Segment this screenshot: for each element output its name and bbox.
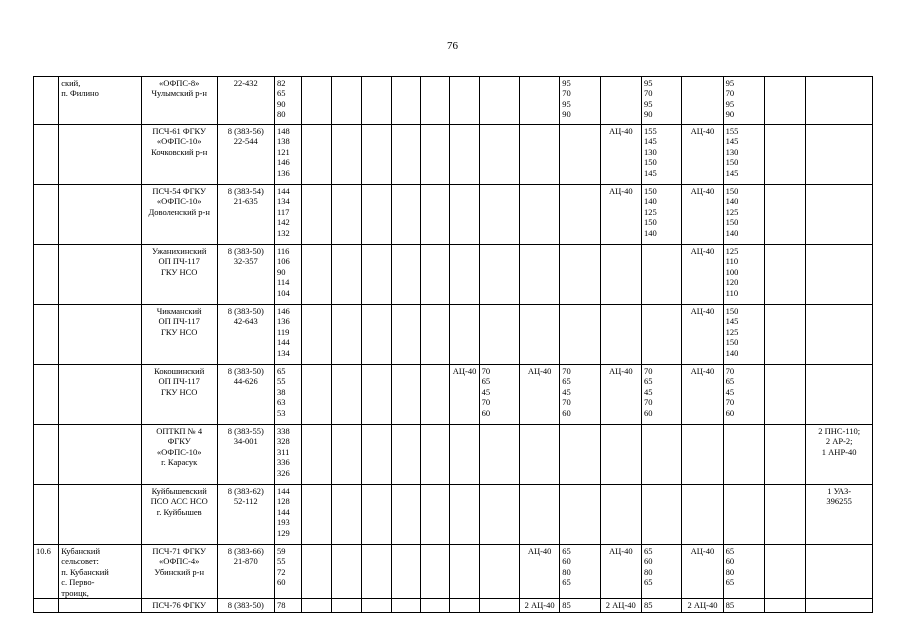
cell-vehicle: АЦ-40: [600, 365, 641, 425]
cell-time: [723, 425, 764, 485]
cell-empty: [764, 77, 805, 125]
cell-empty: [391, 125, 420, 185]
cell-empty: [302, 245, 332, 305]
cell-time: 150 140 125 150 140: [723, 185, 764, 245]
cell-empty: [391, 365, 420, 425]
cell-vehicle: [600, 305, 641, 365]
cell-empty: [332, 365, 361, 425]
cell-phone: 8 (383-56) 22-544: [217, 125, 274, 185]
cell-number: [34, 125, 59, 185]
cell-phone: 8 (383-50) 44-626: [217, 365, 274, 425]
cell-empty: [764, 305, 805, 365]
cell-number: [34, 365, 59, 425]
cell-time: [641, 425, 681, 485]
table-row: [34, 485, 873, 545]
cell-empty: [764, 425, 805, 485]
cell-vehicle: [600, 245, 641, 305]
cell-vehicle: [682, 77, 723, 125]
cell-empty: [391, 545, 420, 599]
cell-vehicle: [682, 425, 723, 485]
cell-number: [34, 485, 59, 545]
cell-time: [479, 425, 519, 485]
cell-phone: 8 (383-50) 32-357: [217, 245, 274, 305]
cell-equipment: [806, 305, 873, 365]
cell-time: [641, 485, 681, 545]
cell-vehicle: АЦ-40: [519, 365, 559, 425]
cell-empty: [391, 245, 420, 305]
cell-equipment: [806, 77, 873, 125]
cell-equipment: 1 УАЗ- 396255: [806, 485, 873, 545]
cell-fire-unit: ПСЧ-61 ФГКУ «ОФПС-10» Кочковский р-н: [141, 125, 217, 185]
cell-vehicle: [450, 125, 479, 185]
cell-distance: 148 138 121 146 136: [274, 125, 301, 185]
cell-empty: [332, 125, 361, 185]
cell-empty: [332, 485, 361, 545]
cell-time: 85: [560, 599, 600, 613]
cell-equipment: [806, 545, 873, 599]
cell-number: [34, 599, 59, 613]
cell-empty: [302, 365, 332, 425]
table-row: [34, 125, 873, 185]
cell-empty: [302, 185, 332, 245]
cell-settlement: [59, 485, 142, 545]
cell-number: [34, 185, 59, 245]
cell-vehicle: [600, 77, 641, 125]
cell-empty: [361, 545, 391, 599]
cell-empty: [421, 425, 450, 485]
cell-empty: [361, 125, 391, 185]
cell-distance: 338 328 311 336 326: [274, 425, 301, 485]
cell-empty: [764, 485, 805, 545]
cell-empty: [332, 305, 361, 365]
cell-vehicle: АЦ-40: [519, 545, 559, 599]
cell-empty: [421, 77, 450, 125]
cell-empty: [302, 545, 332, 599]
cell-vehicle: 2 АЦ-40: [519, 599, 559, 613]
cell-vehicle: [682, 485, 723, 545]
cell-empty: [391, 305, 420, 365]
cell-time: [479, 185, 519, 245]
cell-vehicle: АЦ-40: [600, 545, 641, 599]
cell-settlement: [59, 599, 142, 613]
cell-empty: [421, 485, 450, 545]
table-row: [34, 599, 873, 613]
cell-empty: [421, 545, 450, 599]
cell-empty: [421, 125, 450, 185]
cell-vehicle: АЦ-40: [682, 125, 723, 185]
table-row: [34, 545, 873, 599]
table-row: [34, 245, 873, 305]
table-row: [34, 185, 873, 245]
cell-empty: [421, 245, 450, 305]
cell-phone: 8 (383-62) 52-112: [217, 485, 274, 545]
cell-vehicle: [519, 425, 559, 485]
cell-time: [479, 245, 519, 305]
cell-fire-unit: Чикманский ОП ПЧ-117 ГКУ НСО: [141, 305, 217, 365]
cell-empty: [302, 425, 332, 485]
table-row: [34, 365, 873, 425]
cell-equipment: [806, 365, 873, 425]
cell-empty: [421, 185, 450, 245]
cell-vehicle: [450, 245, 479, 305]
cell-vehicle: [450, 545, 479, 599]
cell-distance: 144 128 144 193 129: [274, 485, 301, 545]
cell-time: [560, 485, 600, 545]
cell-empty: [332, 599, 361, 613]
cell-empty: [764, 185, 805, 245]
cell-time: 70 65 45 70 60: [723, 365, 764, 425]
cell-empty: [302, 305, 332, 365]
cell-empty: [302, 77, 332, 125]
cell-empty: [332, 545, 361, 599]
cell-vehicle: [519, 305, 559, 365]
cell-distance: 59 55 72 60: [274, 545, 301, 599]
cell-empty: [764, 365, 805, 425]
cell-vehicle: АЦ-40: [682, 545, 723, 599]
cell-fire-unit: Ужанихинский ОП ПЧ-117 ГКУ НСО: [141, 245, 217, 305]
cell-time: 65 60 80 65: [560, 545, 600, 599]
cell-time: 155 145 130 150 145: [641, 125, 681, 185]
cell-distance: 65 55 38 63 53: [274, 365, 301, 425]
cell-number: [34, 77, 59, 125]
cell-fire-unit: «ОФПС-8» Чулымский р-н: [141, 77, 217, 125]
cell-time: 70 65 45 70 60: [560, 365, 600, 425]
cell-empty: [332, 185, 361, 245]
cell-empty: [361, 77, 391, 125]
cell-empty: [361, 305, 391, 365]
document-table: [33, 76, 873, 613]
cell-empty: [391, 77, 420, 125]
cell-vehicle: [600, 425, 641, 485]
cell-time: 150 145 125 150 140: [723, 305, 764, 365]
cell-vehicle: [450, 77, 479, 125]
cell-vehicle: АЦ-40: [600, 185, 641, 245]
cell-empty: [764, 545, 805, 599]
cell-empty: [421, 599, 450, 613]
cell-number: [34, 245, 59, 305]
cell-empty: [391, 185, 420, 245]
cell-fire-unit: ОПТКП № 4 ФГКУ «ОФПС-10» г. Карасук: [141, 425, 217, 485]
cell-fire-unit: ПСЧ-54 ФГКУ «ОФПС-10» Доволенский р-н: [141, 185, 217, 245]
cell-time: [479, 545, 519, 599]
cell-phone: 8 (383-55) 34-001: [217, 425, 274, 485]
cell-time: 95 70 95 90: [560, 77, 600, 125]
cell-vehicle: [450, 485, 479, 545]
cell-empty: [764, 599, 805, 613]
cell-time: [641, 245, 681, 305]
cell-time: 95 70 95 90: [723, 77, 764, 125]
table-row: [34, 77, 873, 125]
cell-fire-unit: Куйбышевский ПСО АСС НСО г. Куйбышев: [141, 485, 217, 545]
cell-number: 10.6: [34, 545, 59, 599]
cell-empty: [361, 365, 391, 425]
cell-vehicle: [600, 485, 641, 545]
cell-equipment: [806, 125, 873, 185]
cell-empty: [332, 425, 361, 485]
page-number: 76: [447, 40, 458, 52]
cell-vehicle: АЦ-40: [682, 365, 723, 425]
cell-time: 65 60 80 65: [641, 545, 681, 599]
cell-empty: [391, 485, 420, 545]
cell-time: 125 110 100 120 110: [723, 245, 764, 305]
cell-vehicle: АЦ-40: [450, 365, 479, 425]
cell-empty: [421, 365, 450, 425]
cell-vehicle: АЦ-40: [682, 185, 723, 245]
cell-vehicle: [519, 485, 559, 545]
cell-time: [479, 599, 519, 613]
cell-vehicle: [450, 425, 479, 485]
cell-vehicle: АЦ-40: [600, 125, 641, 185]
cell-vehicle: [519, 77, 559, 125]
cell-vehicle: [519, 125, 559, 185]
table-row: [34, 305, 873, 365]
cell-settlement: [59, 305, 142, 365]
cell-time: 65 60 80 65: [723, 545, 764, 599]
cell-distance: 78: [274, 599, 301, 613]
cell-equipment: 2 ПНС-110; 2 АР-2; 1 АНР-40: [806, 425, 873, 485]
cell-equipment: [806, 185, 873, 245]
cell-phone: 8 (383-50) 42-643: [217, 305, 274, 365]
cell-settlement: [59, 365, 142, 425]
cell-fire-unit: Кокошинский ОП ПЧ-117 ГКУ НСО: [141, 365, 217, 425]
cell-phone: 8 (383-54) 21-635: [217, 185, 274, 245]
cell-empty: [361, 425, 391, 485]
cell-time: [560, 305, 600, 365]
cell-distance: 144 134 117 142 132: [274, 185, 301, 245]
cell-settlement: [59, 125, 142, 185]
cell-fire-unit: ПСЧ-71 ФГКУ «ОФПС-4» Убинский р-н: [141, 545, 217, 599]
cell-empty: [361, 599, 391, 613]
cell-vehicle: [519, 245, 559, 305]
cell-time: [479, 485, 519, 545]
cell-time: [723, 485, 764, 545]
cell-empty: [361, 245, 391, 305]
cell-equipment: [806, 599, 873, 613]
cell-empty: [421, 305, 450, 365]
cell-time: 85: [641, 599, 681, 613]
cell-settlement: Кубанский сельсовет: п. Кубанский с. Перво- троицк,: [59, 545, 142, 599]
cell-time: [560, 425, 600, 485]
cell-number: [34, 305, 59, 365]
cell-fire-unit: ПСЧ-76 ФГКУ: [141, 599, 217, 613]
cell-empty: [302, 599, 332, 613]
cell-time: [641, 305, 681, 365]
cell-settlement: [59, 185, 142, 245]
cell-vehicle: [450, 305, 479, 365]
cell-time: [479, 125, 519, 185]
cell-vehicle: [450, 185, 479, 245]
cell-number: [34, 425, 59, 485]
cell-vehicle: [519, 185, 559, 245]
table-body: [34, 77, 873, 613]
cell-time: 70 65 45 70 60: [641, 365, 681, 425]
table-row: [34, 425, 873, 485]
cell-time: 95 70 95 90: [641, 77, 681, 125]
cell-empty: [302, 485, 332, 545]
cell-time: 85: [723, 599, 764, 613]
cell-phone: 8 (383-50): [217, 599, 274, 613]
cell-empty: [391, 425, 420, 485]
cell-empty: [302, 125, 332, 185]
cell-empty: [332, 77, 361, 125]
cell-empty: [332, 245, 361, 305]
cell-settlement: [59, 425, 142, 485]
cell-time: 155 145 130 150 145: [723, 125, 764, 185]
cell-time: 70 65 45 70 60: [479, 365, 519, 425]
cell-time: [479, 305, 519, 365]
cell-vehicle: [450, 599, 479, 613]
cell-distance: 82 65 90 80: [274, 77, 301, 125]
cell-phone: 22-432: [217, 77, 274, 125]
cell-vehicle: 2 АЦ-40: [600, 599, 641, 613]
cell-empty: [361, 185, 391, 245]
cell-equipment: [806, 245, 873, 305]
cell-time: [560, 125, 600, 185]
cell-settlement: [59, 245, 142, 305]
cell-time: [479, 77, 519, 125]
cell-time: 150 140 125 150 140: [641, 185, 681, 245]
cell-vehicle: АЦ-40: [682, 305, 723, 365]
cell-distance: 146 136 119 144 134: [274, 305, 301, 365]
cell-distance: 116 106 90 114 104: [274, 245, 301, 305]
cell-empty: [764, 125, 805, 185]
cell-time: [560, 245, 600, 305]
cell-time: [560, 185, 600, 245]
cell-vehicle: 2 АЦ-40: [682, 599, 723, 613]
cell-empty: [361, 485, 391, 545]
cell-phone: 8 (383-66) 21-870: [217, 545, 274, 599]
cell-empty: [764, 245, 805, 305]
cell-vehicle: АЦ-40: [682, 245, 723, 305]
cell-empty: [391, 599, 420, 613]
cell-settlement: ский, п. Филино: [59, 77, 142, 125]
